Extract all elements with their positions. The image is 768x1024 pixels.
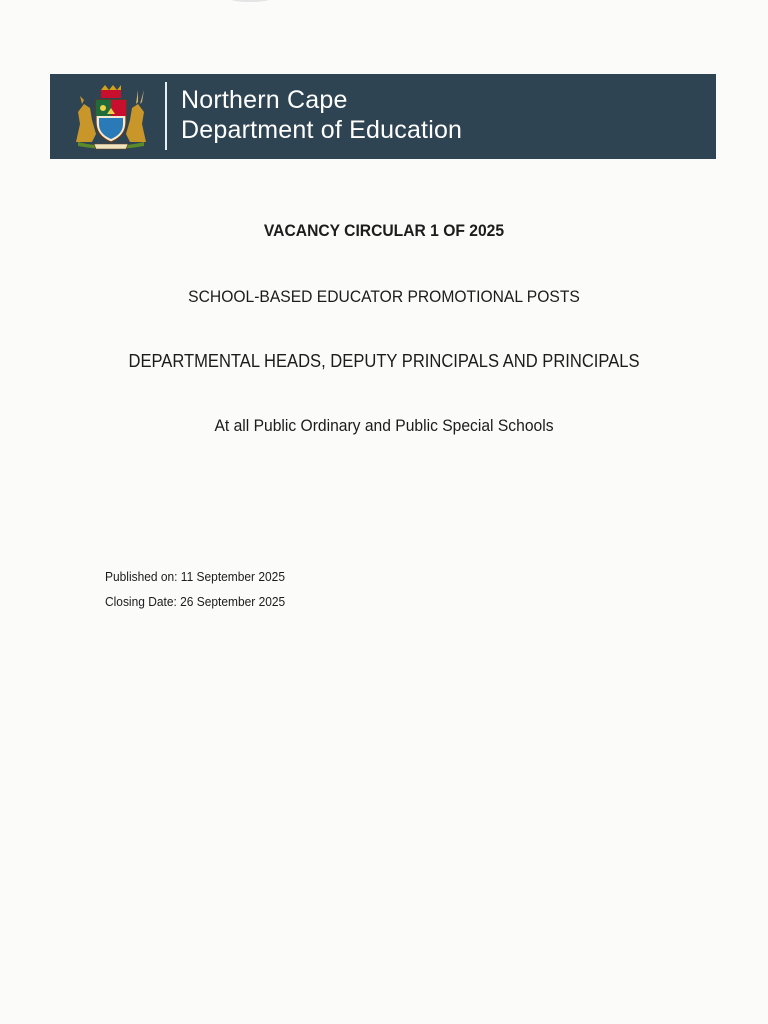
department-name-line2: Department of Education bbox=[181, 116, 463, 144]
header-banner bbox=[50, 74, 716, 159]
circular-subtitle: SCHOOL-BASED EDUCATOR PROMOTIONAL POSTS bbox=[188, 287, 580, 306]
closing-date: Closing Date: 26 September 2025 bbox=[105, 594, 286, 609]
department-name-line1: Northern Cape bbox=[181, 86, 348, 114]
banner-divider bbox=[165, 82, 167, 150]
published-date: Published on: 11 September 2025 bbox=[105, 569, 285, 584]
scan-artifact bbox=[228, 0, 272, 2]
coat-of-arms-icon bbox=[70, 84, 152, 150]
circular-title: VACANCY CIRCULAR 1 OF 2025 bbox=[263, 221, 505, 240]
circular-scope: At all Public Ordinary and Public Special Schools bbox=[214, 416, 554, 435]
circular-posts: DEPARTMENTAL HEADS, DEPUTY PRINCIPALS AND PRINCIPALS bbox=[128, 351, 640, 371]
